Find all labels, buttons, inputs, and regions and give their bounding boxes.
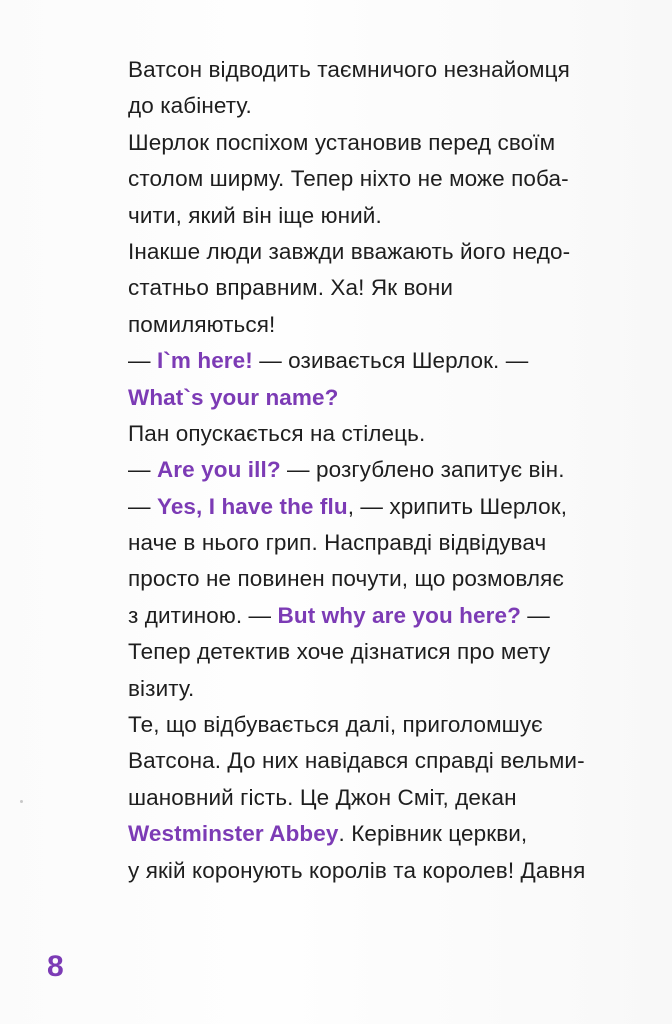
ukrainian-text: — озивається Шерлок. — — [252, 348, 529, 374]
ukrainian-text: статньо вправним. Ха! Як вони — [128, 275, 454, 301]
ukrainian-text: — — [128, 457, 157, 483]
ukrainian-text: . Керівник церкви, — [338, 821, 528, 847]
text-line — [128, 198, 648, 234]
ukrainian-text: помиляються! — [128, 311, 276, 337]
text-line — [128, 452, 648, 488]
ukrainian-text: — — [128, 348, 157, 374]
ukrainian-text: з дитиною. — — [128, 602, 278, 628]
ukrainian-text: візиту. — [128, 675, 195, 701]
english-phrase: Are you ill? — [156, 457, 281, 483]
text-line — [128, 671, 648, 707]
english-phrase: Westminster Abbey — [128, 821, 339, 847]
english-phrase: But why are you here? — [277, 602, 521, 628]
ukrainian-text: Те, що відбувається далі, приголомшує — [128, 712, 543, 738]
ukrainian-text: у якій коронують королів та королев! Давня — [128, 857, 586, 883]
english-phrase: I`m here! — [156, 348, 253, 374]
ukrainian-text: — — [520, 602, 550, 628]
text-line — [128, 561, 648, 597]
english-phrase: What`s your name? — [128, 384, 339, 410]
paper-speck — [20, 800, 23, 803]
text-line — [128, 88, 648, 124]
ukrainian-text: чити, який він іще юний. — [128, 202, 382, 228]
ukrainian-text: — розгублено запитує він. — [280, 457, 565, 483]
ukrainian-text: Пан опускається на стілець. — [128, 420, 426, 446]
text-line — [128, 234, 648, 270]
ukrainian-text: Ватсон відводить таємничого незнайомця — [128, 57, 570, 82]
text-line — [128, 489, 648, 525]
english-phrase: Yes, I have the flu — [156, 493, 348, 519]
ukrainian-text: наче в нього грип. Насправді відвідувач — [128, 530, 547, 556]
ukrainian-text: Ватсона. До них навідався справді вельми- — [128, 748, 585, 774]
text-line — [128, 743, 648, 779]
ukrainian-text: просто не повинен почути, що розмовляє — [128, 566, 564, 592]
text-line — [128, 816, 648, 852]
story-text — [128, 52, 648, 889]
ukrainian-text: шановний гість. Це Джон Сміт, декан — [128, 784, 517, 810]
text-line — [128, 634, 648, 670]
ukrainian-text: столом ширму. Тепер ніхто не може поба- — [128, 166, 569, 192]
text-line — [128, 125, 648, 161]
text-line — [128, 853, 648, 889]
text-line — [128, 343, 648, 379]
text-line — [128, 52, 648, 88]
text-line — [128, 780, 648, 816]
text-line — [128, 307, 648, 343]
ukrainian-text: Шерлок поспіхом установив перед своїм — [128, 129, 556, 155]
text-line — [128, 380, 648, 416]
text-line — [128, 416, 648, 452]
ukrainian-text: — — [128, 493, 157, 519]
page-number: 8 — [47, 950, 63, 983]
text-line — [128, 270, 648, 306]
ukrainian-text: Інакше люди завжди вважають його недо- — [128, 238, 571, 264]
ukrainian-text: Тепер детектив хоче дізнатися про мету — [128, 639, 551, 665]
ukrainian-text: , — хрипить Шерлок, — [347, 493, 568, 519]
text-line — [128, 525, 648, 561]
text-line — [128, 598, 648, 634]
text-line — [128, 707, 648, 743]
ukrainian-text: до кабінету. — [128, 93, 252, 119]
text-line — [128, 161, 648, 197]
